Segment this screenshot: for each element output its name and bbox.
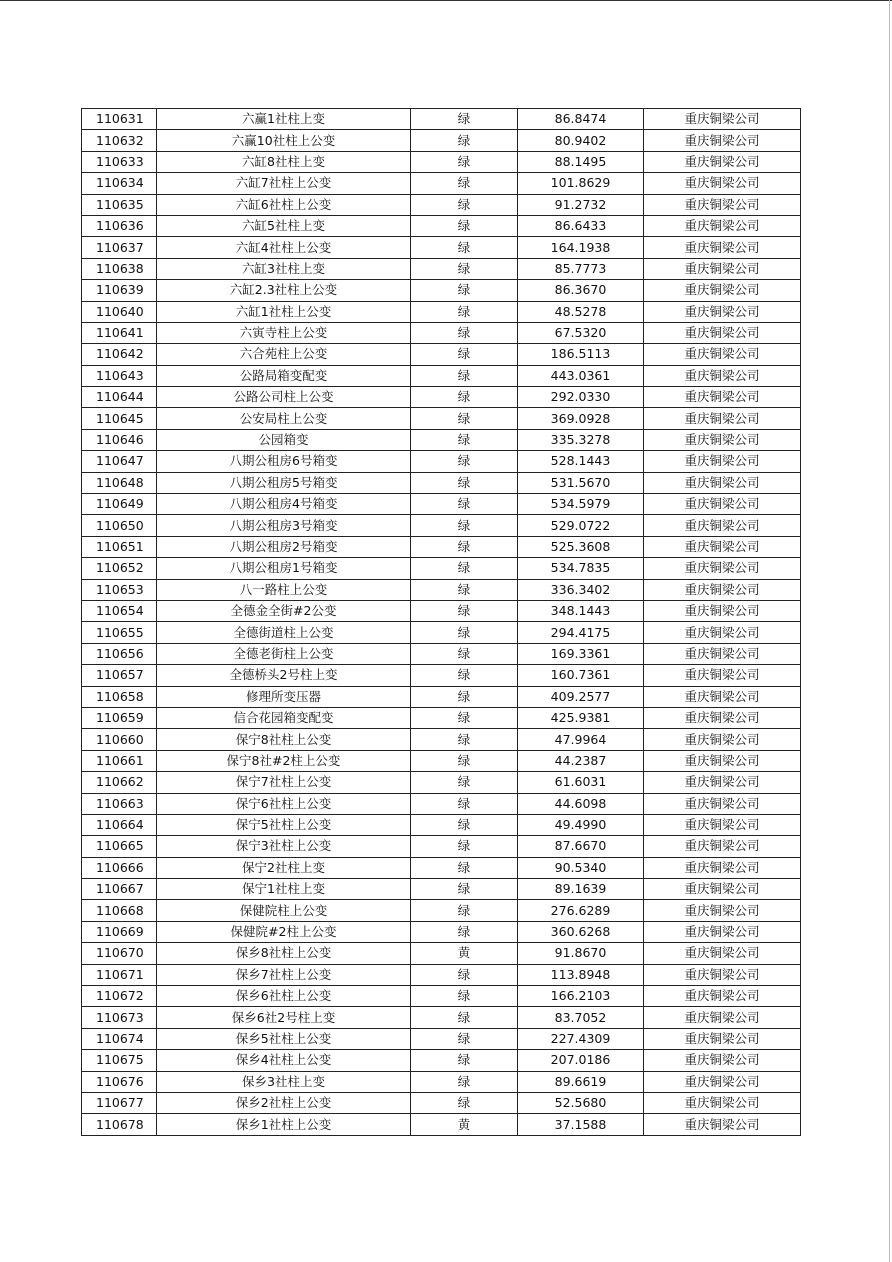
status-color-cell: 绿 [411,1028,518,1049]
status-color-cell: 绿 [411,579,518,600]
value-cell: 91.2732 [518,194,644,215]
row-id-cell: 110643 [82,365,157,386]
transformer-name-cell: 公路局箱变配变 [157,365,411,386]
company-cell: 重庆铜梁公司 [644,109,801,130]
company-cell: 重庆铜梁公司 [644,900,801,921]
transformer-name-cell: 保乡6社2号柱上变 [157,1007,411,1028]
value-cell: 186.5113 [518,344,644,365]
row-id-cell: 110639 [82,280,157,301]
company-cell: 重庆铜梁公司 [644,729,801,750]
value-cell: 37.1588 [518,1114,644,1135]
company-cell: 重庆铜梁公司 [644,215,801,236]
table-row [82,1092,801,1113]
status-color-cell: 绿 [411,387,518,408]
table-row [82,879,801,900]
company-cell: 重庆铜梁公司 [644,151,801,172]
transformer-name-cell: 公安局柱上公变 [157,408,411,429]
row-id-cell: 110659 [82,707,157,728]
status-color-cell: 绿 [411,408,518,429]
company-cell: 重庆铜梁公司 [644,173,801,194]
status-color-cell: 绿 [411,130,518,151]
status-color-cell: 绿 [411,643,518,664]
status-color-cell: 绿 [411,536,518,557]
transformer-name-cell: 公园箱变 [157,429,411,450]
status-color-cell: 绿 [411,964,518,985]
value-cell: 160.7361 [518,665,644,686]
value-cell: 531.5670 [518,472,644,493]
row-id-cell: 110676 [82,1071,157,1092]
value-cell: 80.9402 [518,130,644,151]
status-color-cell: 绿 [411,707,518,728]
status-color-cell: 绿 [411,750,518,771]
value-cell: 529.0722 [518,515,644,536]
value-cell: 44.6098 [518,793,644,814]
status-color-cell: 绿 [411,173,518,194]
row-id-cell: 110636 [82,215,157,236]
row-id-cell: 110656 [82,643,157,664]
company-cell: 重庆铜梁公司 [644,1071,801,1092]
transformer-name-cell: 保宁8社#2柱上公变 [157,750,411,771]
table-row [82,280,801,301]
value-cell: 227.4309 [518,1028,644,1049]
company-cell: 重庆铜梁公司 [644,814,801,835]
status-color-cell: 绿 [411,322,518,343]
value-cell: 335.3278 [518,429,644,450]
table-row [82,536,801,557]
table-row [82,1050,801,1071]
company-cell: 重庆铜梁公司 [644,301,801,322]
table-row [82,109,801,130]
value-cell: 48.5278 [518,301,644,322]
company-cell: 重庆铜梁公司 [644,836,801,857]
company-cell: 重庆铜梁公司 [644,921,801,942]
row-id-cell: 110637 [82,237,157,258]
value-cell: 61.6031 [518,772,644,793]
company-cell: 重庆铜梁公司 [644,130,801,151]
company-cell: 重庆铜梁公司 [644,1007,801,1028]
transformer-name-cell: 八一路柱上公变 [157,579,411,600]
table-row [82,215,801,236]
status-color-cell: 绿 [411,772,518,793]
value-cell: 336.3402 [518,579,644,600]
company-cell: 重庆铜梁公司 [644,258,801,279]
row-id-cell: 110638 [82,258,157,279]
value-cell: 369.0928 [518,408,644,429]
transformer-name-cell: 保乡6社柱上公变 [157,986,411,1007]
company-cell: 重庆铜梁公司 [644,1114,801,1135]
company-cell: 重庆铜梁公司 [644,665,801,686]
status-color-cell: 绿 [411,258,518,279]
row-id-cell: 110660 [82,729,157,750]
value-cell: 89.6619 [518,1071,644,1092]
value-cell: 425.9381 [518,707,644,728]
transformer-name-cell: 公路公司柱上公变 [157,387,411,408]
company-cell: 重庆铜梁公司 [644,793,801,814]
transformer-name-cell: 八期公租房1号箱变 [157,558,411,579]
company-cell: 重庆铜梁公司 [644,451,801,472]
value-cell: 292.0330 [518,387,644,408]
row-id-cell: 110674 [82,1028,157,1049]
company-cell: 重庆铜梁公司 [644,943,801,964]
company-cell: 重庆铜梁公司 [644,472,801,493]
table-row [82,494,801,515]
status-color-cell: 绿 [411,194,518,215]
company-cell: 重庆铜梁公司 [644,408,801,429]
row-id-cell: 110655 [82,622,157,643]
value-cell: 83.7052 [518,1007,644,1028]
table-body [82,109,801,1136]
company-cell: 重庆铜梁公司 [644,1050,801,1071]
value-cell: 169.3361 [518,643,644,664]
table-row [82,943,801,964]
status-color-cell: 绿 [411,215,518,236]
table-row [82,151,801,172]
row-id-cell: 110631 [82,109,157,130]
status-color-cell: 绿 [411,280,518,301]
transformer-name-cell: 修理所变压器 [157,686,411,707]
row-id-cell: 110666 [82,857,157,878]
row-id-cell: 110634 [82,173,157,194]
row-id-cell: 110632 [82,130,157,151]
status-color-cell: 绿 [411,921,518,942]
company-cell: 重庆铜梁公司 [644,857,801,878]
status-color-cell: 绿 [411,793,518,814]
value-cell: 166.2103 [518,986,644,1007]
company-cell: 重庆铜梁公司 [644,750,801,771]
status-color-cell: 黄 [411,1114,518,1135]
table-row [82,258,801,279]
table-row [82,836,801,857]
value-cell: 348.1443 [518,600,644,621]
transformer-name-cell: 八期公租房2号箱变 [157,536,411,557]
value-cell: 294.4175 [518,622,644,643]
value-cell: 528.1443 [518,451,644,472]
transformer-name-cell: 信合花园箱变配变 [157,707,411,728]
row-id-cell: 110665 [82,836,157,857]
page-right-edge [889,0,890,1262]
row-id-cell: 110669 [82,921,157,942]
transformer-name-cell: 六寅寺柱上公变 [157,322,411,343]
table-row [82,964,801,985]
table-row [82,793,801,814]
table-row [82,1071,801,1092]
transformer-name-cell: 保乡4社柱上公变 [157,1050,411,1071]
status-color-cell: 绿 [411,879,518,900]
company-cell: 重庆铜梁公司 [644,237,801,258]
status-color-cell: 绿 [411,558,518,579]
company-cell: 重庆铜梁公司 [644,772,801,793]
value-cell: 443.0361 [518,365,644,386]
transformer-name-cell: 保乡8社柱上公变 [157,943,411,964]
row-id-cell: 110662 [82,772,157,793]
transformer-name-cell: 六缸3社柱上变 [157,258,411,279]
row-id-cell: 110672 [82,986,157,1007]
transformer-name-cell: 六缸4社柱上公变 [157,237,411,258]
value-cell: 534.5979 [518,494,644,515]
table-row [82,451,801,472]
table-row [82,643,801,664]
transformer-name-cell: 全德桥头2号柱上变 [157,665,411,686]
transformer-name-cell: 保乡1社柱上公变 [157,1114,411,1135]
company-cell: 重庆铜梁公司 [644,429,801,450]
row-id-cell: 110649 [82,494,157,515]
status-color-cell: 绿 [411,451,518,472]
table-row [82,130,801,151]
company-cell: 重庆铜梁公司 [644,579,801,600]
status-color-cell: 绿 [411,301,518,322]
row-id-cell: 110648 [82,472,157,493]
table-row [82,921,801,942]
table-row [82,387,801,408]
row-id-cell: 110642 [82,344,157,365]
value-cell: 525.3608 [518,536,644,557]
row-id-cell: 110668 [82,900,157,921]
row-id-cell: 110641 [82,322,157,343]
status-color-cell: 绿 [411,814,518,835]
transformer-name-cell: 八期公租房4号箱变 [157,494,411,515]
transformer-name-cell: 六缸8社柱上变 [157,151,411,172]
company-cell: 重庆铜梁公司 [644,322,801,343]
table-row [82,301,801,322]
table-row [82,579,801,600]
company-cell: 重庆铜梁公司 [644,686,801,707]
table-row [82,772,801,793]
transformer-name-cell: 保乡2社柱上公变 [157,1092,411,1113]
company-cell: 重庆铜梁公司 [644,879,801,900]
company-cell: 重庆铜梁公司 [644,986,801,1007]
value-cell: 207.0186 [518,1050,644,1071]
page-top-edge [0,0,892,1]
row-id-cell: 110677 [82,1092,157,1113]
transformer-name-cell: 保乡5社柱上公变 [157,1028,411,1049]
value-cell: 90.5340 [518,857,644,878]
row-id-cell: 110658 [82,686,157,707]
value-cell: 86.3670 [518,280,644,301]
company-cell: 重庆铜梁公司 [644,707,801,728]
company-cell: 重庆铜梁公司 [644,964,801,985]
value-cell: 113.8948 [518,964,644,985]
value-cell: 87.6670 [518,836,644,857]
row-id-cell: 110633 [82,151,157,172]
company-cell: 重庆铜梁公司 [644,622,801,643]
status-color-cell: 绿 [411,600,518,621]
table-row [82,986,801,1007]
table-row [82,665,801,686]
status-color-cell: 绿 [411,429,518,450]
transformer-name-cell: 六缸6社柱上公变 [157,194,411,215]
status-color-cell: 绿 [411,836,518,857]
transformer-name-cell: 保宁5社柱上公变 [157,814,411,835]
table-row [82,194,801,215]
company-cell: 重庆铜梁公司 [644,558,801,579]
row-id-cell: 110640 [82,301,157,322]
row-id-cell: 110652 [82,558,157,579]
status-color-cell: 绿 [411,729,518,750]
status-color-cell: 绿 [411,665,518,686]
row-id-cell: 110650 [82,515,157,536]
row-id-cell: 110663 [82,793,157,814]
transformer-name-cell: 全德街道柱上公变 [157,622,411,643]
table-row [82,237,801,258]
transformer-name-cell: 保乡7社柱上公变 [157,964,411,985]
transformer-name-cell: 六赢10社柱上公变 [157,130,411,151]
transformer-name-cell: 保宁3社柱上公变 [157,836,411,857]
company-cell: 重庆铜梁公司 [644,387,801,408]
status-color-cell: 绿 [411,515,518,536]
transformer-name-cell: 保宁7社柱上公变 [157,772,411,793]
transformer-table [81,108,801,1136]
table-row [82,429,801,450]
row-id-cell: 110657 [82,665,157,686]
company-cell: 重庆铜梁公司 [644,344,801,365]
status-color-cell: 绿 [411,1092,518,1113]
status-color-cell: 黄 [411,943,518,964]
row-id-cell: 110667 [82,879,157,900]
status-color-cell: 绿 [411,986,518,1007]
status-color-cell: 绿 [411,1050,518,1071]
transformer-name-cell: 保乡3社柱上变 [157,1071,411,1092]
table-row [82,408,801,429]
row-id-cell: 110671 [82,964,157,985]
table-row [82,750,801,771]
transformer-name-cell: 八期公租房5号箱变 [157,472,411,493]
table-row [82,472,801,493]
row-id-cell: 110654 [82,600,157,621]
status-color-cell: 绿 [411,109,518,130]
value-cell: 49.4990 [518,814,644,835]
transformer-name-cell: 八期公租房3号箱变 [157,515,411,536]
status-color-cell: 绿 [411,900,518,921]
row-id-cell: 110661 [82,750,157,771]
table-row [82,729,801,750]
company-cell: 重庆铜梁公司 [644,600,801,621]
company-cell: 重庆铜梁公司 [644,515,801,536]
status-color-cell: 绿 [411,622,518,643]
row-id-cell: 110653 [82,579,157,600]
value-cell: 85.7773 [518,258,644,279]
company-cell: 重庆铜梁公司 [644,1092,801,1113]
table-row [82,1007,801,1028]
transformer-name-cell: 六缸7社柱上公变 [157,173,411,194]
value-cell: 360.6268 [518,921,644,942]
status-color-cell: 绿 [411,857,518,878]
row-id-cell: 110646 [82,429,157,450]
value-cell: 67.5320 [518,322,644,343]
value-cell: 89.1639 [518,879,644,900]
value-cell: 409.2577 [518,686,644,707]
status-color-cell: 绿 [411,344,518,365]
value-cell: 534.7835 [518,558,644,579]
table-row [82,322,801,343]
company-cell: 重庆铜梁公司 [644,494,801,515]
value-cell: 276.6289 [518,900,644,921]
transformer-name-cell: 八期公租房6号箱变 [157,451,411,472]
table-row [82,857,801,878]
transformer-name-cell: 全德金全街#2公变 [157,600,411,621]
row-id-cell: 110664 [82,814,157,835]
table-row [82,173,801,194]
table-row [82,707,801,728]
table-row [82,622,801,643]
transformer-name-cell: 保宁6社柱上公变 [157,793,411,814]
transformer-name-cell: 保健院#2柱上公变 [157,921,411,942]
row-id-cell: 110644 [82,387,157,408]
transformer-name-cell: 全德老街柱上公变 [157,643,411,664]
status-color-cell: 绿 [411,1071,518,1092]
status-color-cell: 绿 [411,686,518,707]
value-cell: 101.8629 [518,173,644,194]
value-cell: 86.8474 [518,109,644,130]
value-cell: 164.1938 [518,237,644,258]
table-row [82,686,801,707]
transformer-name-cell: 六缸5社柱上变 [157,215,411,236]
table-row [82,1114,801,1135]
company-cell: 重庆铜梁公司 [644,365,801,386]
row-id-cell: 110645 [82,408,157,429]
row-id-cell: 110673 [82,1007,157,1028]
transformer-name-cell: 六合苑柱上公变 [157,344,411,365]
value-cell: 86.6433 [518,215,644,236]
status-color-cell: 绿 [411,1007,518,1028]
table-row [82,1028,801,1049]
table-row [82,344,801,365]
row-id-cell: 110647 [82,451,157,472]
value-cell: 44.2387 [518,750,644,771]
transformer-name-cell: 保宁2社柱上变 [157,857,411,878]
status-color-cell: 绿 [411,472,518,493]
company-cell: 重庆铜梁公司 [644,536,801,557]
status-color-cell: 绿 [411,151,518,172]
table-row [82,365,801,386]
row-id-cell: 110678 [82,1114,157,1135]
table-row [82,814,801,835]
transformer-name-cell: 保宁8社柱上公变 [157,729,411,750]
table-row [82,900,801,921]
status-color-cell: 绿 [411,365,518,386]
row-id-cell: 110635 [82,194,157,215]
company-cell: 重庆铜梁公司 [644,1028,801,1049]
table-row [82,515,801,536]
table-row [82,558,801,579]
transformer-name-cell: 六赢1社柱上变 [157,109,411,130]
row-id-cell: 110675 [82,1050,157,1071]
value-cell: 91.8670 [518,943,644,964]
value-cell: 47.9964 [518,729,644,750]
company-cell: 重庆铜梁公司 [644,280,801,301]
status-color-cell: 绿 [411,237,518,258]
transformer-name-cell: 六缸2.3社柱上公变 [157,280,411,301]
transformer-name-cell: 保健院柱上公变 [157,900,411,921]
value-cell: 52.5680 [518,1092,644,1113]
table-row [82,600,801,621]
row-id-cell: 110651 [82,536,157,557]
row-id-cell: 110670 [82,943,157,964]
value-cell: 88.1495 [518,151,644,172]
transformer-name-cell: 六缸1社柱上公变 [157,301,411,322]
transformer-name-cell: 保宁1社柱上变 [157,879,411,900]
company-cell: 重庆铜梁公司 [644,194,801,215]
status-color-cell: 绿 [411,494,518,515]
company-cell: 重庆铜梁公司 [644,643,801,664]
